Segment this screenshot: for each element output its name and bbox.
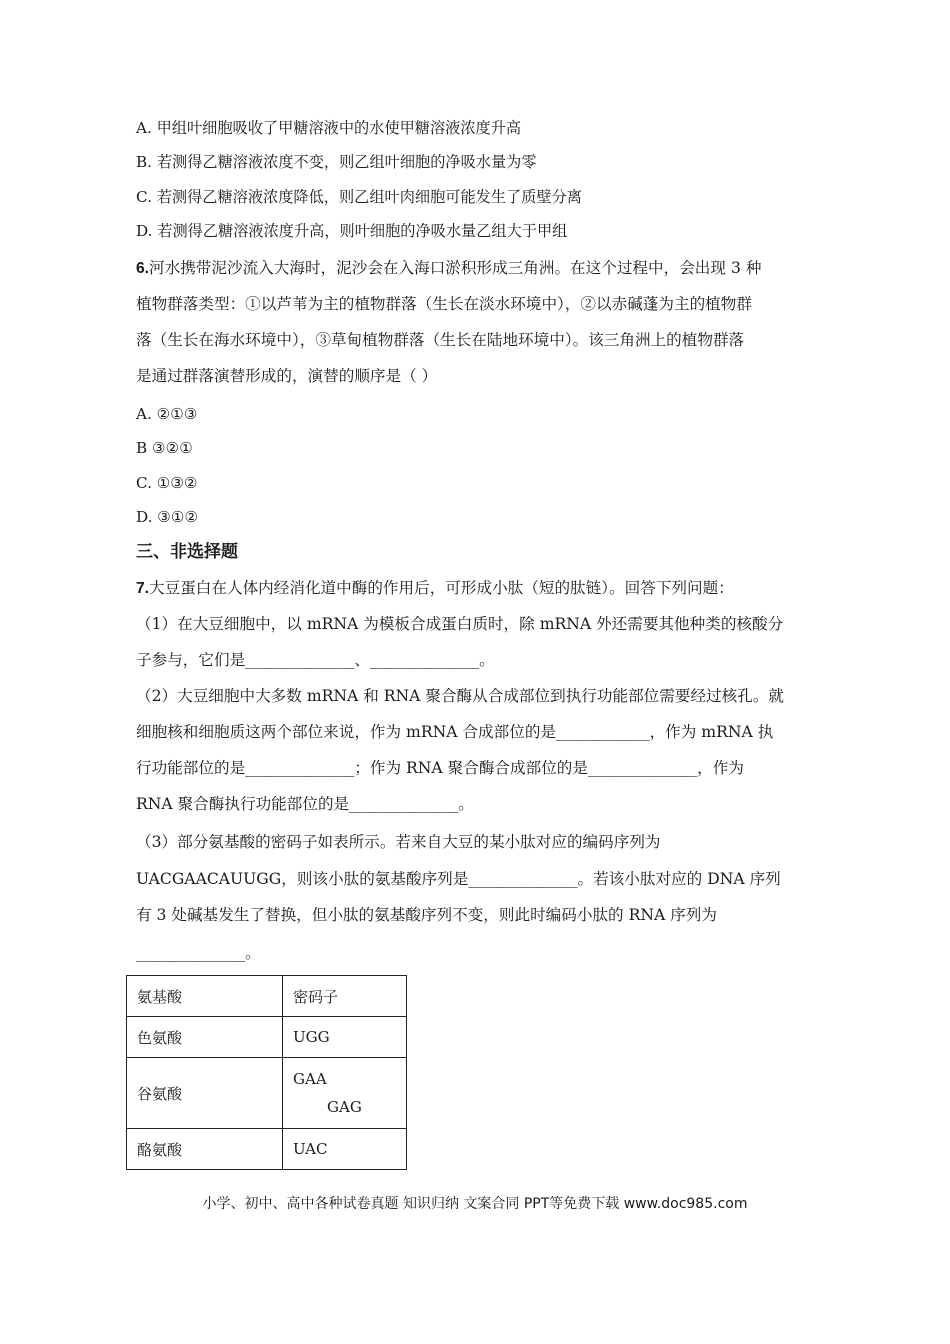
q6-stem-text: 河水携带泥沙流入大海时，泥沙会在入海口淤积形成三角洲。在这个过程中，会出现 3 种 [149, 259, 762, 277]
q6-stem-line [136, 258, 761, 279]
q7-line: RNA 聚合酶执行功能部位的是______________。 [136, 795, 474, 813]
q7-line: （2）大豆细胞中大多数 mRNA 和 RNA 聚合酶从合成部位到执行功能部位需要经过核孔。就 [136, 687, 785, 705]
codon-value: GAA [293, 1070, 327, 1088]
q7-stem-text: 大豆蛋白在人体内经消化道中酶的作用后，可形成小肽（短的肽链）。回答下列问题： [149, 579, 734, 597]
codon-cell: UGG [283, 1017, 407, 1058]
codon-table [126, 975, 407, 1170]
amino-acid-cell: 色氨酸 [127, 1017, 283, 1058]
q7-line: 行功能部位的是______________；作为 RNA 聚合酶合成部位的是______________，作为 [136, 759, 744, 777]
amino-acid-cell: 酪氨酸 [127, 1129, 283, 1170]
codon-cell: UAC [283, 1129, 407, 1170]
q5-option-c: C. 若测得乙糖溶液浓度降低，则乙组叶肉细胞可能发生了质壁分离 [136, 188, 582, 206]
table-row [127, 1058, 407, 1129]
page-footer: 小学、初中、高中各种试卷真题 知识归纳 文案合同 PPT等免费下载 www.doc985.com [202, 1196, 748, 1212]
q5-option-d: D. 若测得乙糖溶液浓度升高，则叶细胞的净吸水量乙组大于甲组 [136, 222, 568, 240]
table-header-codon: 密码子 [283, 976, 407, 1017]
q6-option-b: B ③②① [136, 439, 193, 457]
table-row [127, 1129, 407, 1170]
table-header-row [127, 976, 407, 1017]
table-header-amino: 氨基酸 [127, 976, 283, 1017]
q7-line: 细胞核和细胞质这两个部位来说，作为 mRNA 合成部位的是____________，作为 mRNA 执 [136, 723, 774, 741]
q7-number: 7. [136, 580, 150, 597]
table-row [127, 1017, 407, 1058]
q7-line: 有 3 处碱基发生了替换，但小肽的氨基酸序列不变，则此时编码小肽的 RNA 序列为 [136, 906, 717, 924]
q7-line: （1）在大豆细胞中，以 mRNA 为模板合成蛋白质时，除 mRNA 外还需要其他种类的核酸分 [136, 615, 784, 633]
q5-option-b: B. 若测得乙糖溶液浓度不变，则乙组叶细胞的净吸水量为零 [136, 153, 537, 171]
q6-stem-line: 是通过群落演替形成的，演替的顺序是（ ） [136, 367, 438, 385]
amino-acid-cell: 谷氨酸 [127, 1058, 283, 1129]
q7-line: UACGAACAUUGG，则该小肽的氨基酸序列是______________。若该小肽对应的 DNA 序列 [136, 870, 781, 888]
q6-number: 6. [136, 260, 150, 277]
q7-line: （3）部分氨基酸的密码子如表所示。若来自大豆的某小肽对应的编码序列为 [136, 833, 661, 851]
q6-stem-line: 植物群落类型：①以芦苇为主的植物群落（生长在淡水环境中），②以赤碱蓬为主的植物群 [136, 295, 752, 313]
section-heading: 三、非选择题 [136, 542, 238, 562]
q5-option-a: A. 甲组叶细胞吸收了甲糖溶液中的水使甲糖溶液浓度升高 [136, 119, 522, 137]
q7-stem-line [136, 578, 734, 599]
q7-line: 子参与，它们是______________、______________。 [136, 651, 495, 669]
codon-value: GAG [327, 1098, 362, 1116]
q7-line: ______________。 [136, 944, 261, 962]
codon-cell [283, 1058, 407, 1129]
q6-option-c: C. ①③② [136, 474, 198, 492]
q6-stem-line: 落（生长在海水环境中），③草甸植物群落（生长在陆地环境中）。该三角洲上的植物群落 [136, 331, 745, 349]
q6-option-a: A. ②①③ [136, 405, 198, 423]
q6-option-d: D. ③①② [136, 508, 199, 526]
